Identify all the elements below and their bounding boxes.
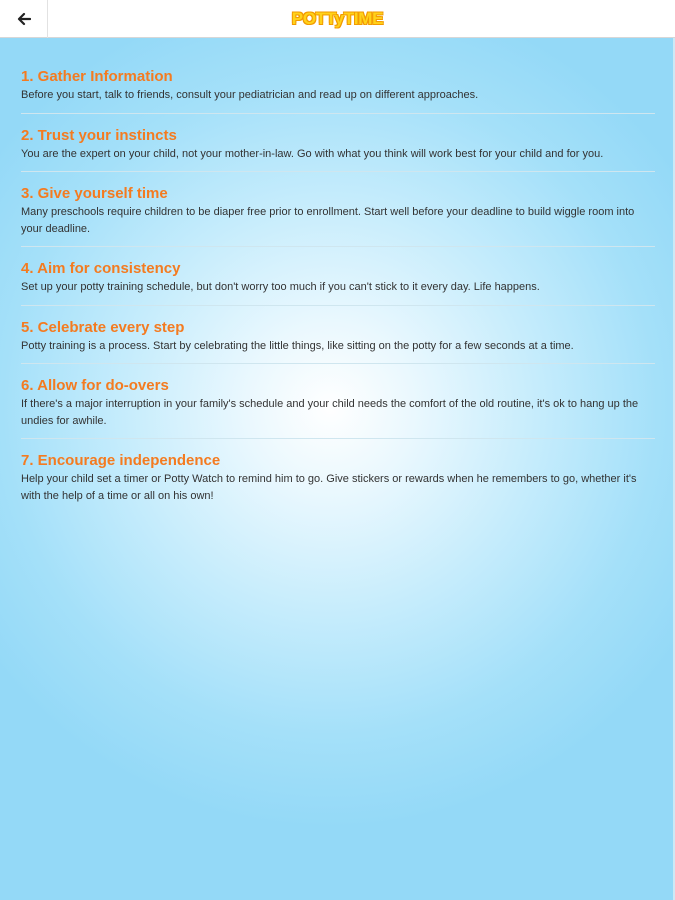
tip-item — [21, 451, 655, 513]
tip-title: 1. Gather Information — [21, 68, 173, 85]
tip-title: 5. Celebrate every step — [21, 318, 185, 336]
tip-body: If there's a major interruption in your family's schedule and your child needs the comfort of the old routine, it's ok to hang up the undies for awhile. — [21, 398, 639, 427]
tip-title: 6. Allow for do-overs — [21, 377, 169, 394]
tip-title: 4. Aim for consistency — [21, 260, 181, 277]
tip-body: Help your child set a timer or Potty Watch to remind him to go. Give stickers or rewards when he remembers to go, whether it's with the help of a time or all on his own! — [21, 473, 637, 502]
tip-item — [21, 184, 655, 247]
tip-item — [21, 67, 655, 114]
tip-body: Set up your potty training schedule, but don't worry too much if you can't stick to it every day. Life happens. — [21, 281, 540, 293]
tip-body: Potty training is a process. Start by celebrating the little things, like sitting on the potty for a few seconds at a time. — [21, 339, 574, 352]
app-logo: POTTyTIME — [291, 9, 384, 28]
tip-body: Before you start, talk to friends, consult your pediatrician and read up on different approaches. — [21, 89, 479, 101]
tip-item — [21, 259, 655, 306]
tip-title: 7. Encourage independence — [21, 452, 221, 469]
tip-title: 3. Give yourself time — [21, 185, 168, 202]
top-bar — [0, 0, 675, 38]
tip-body: Many preschools require children to be diaper free prior to enrollment. Start well before your deadline to build wiggle room into your deadline. — [21, 206, 635, 235]
tips-list — [21, 67, 655, 525]
tip-title: 2. Trust your instincts — [21, 126, 177, 144]
tip-item — [21, 376, 655, 439]
tip-item — [21, 318, 655, 365]
tip-item — [21, 126, 655, 173]
tips-content[interactable] — [0, 38, 675, 900]
tip-body: You are the expert on your child, not your mother-in-law. Go with what you think will work best for your child and for you. — [21, 147, 604, 160]
